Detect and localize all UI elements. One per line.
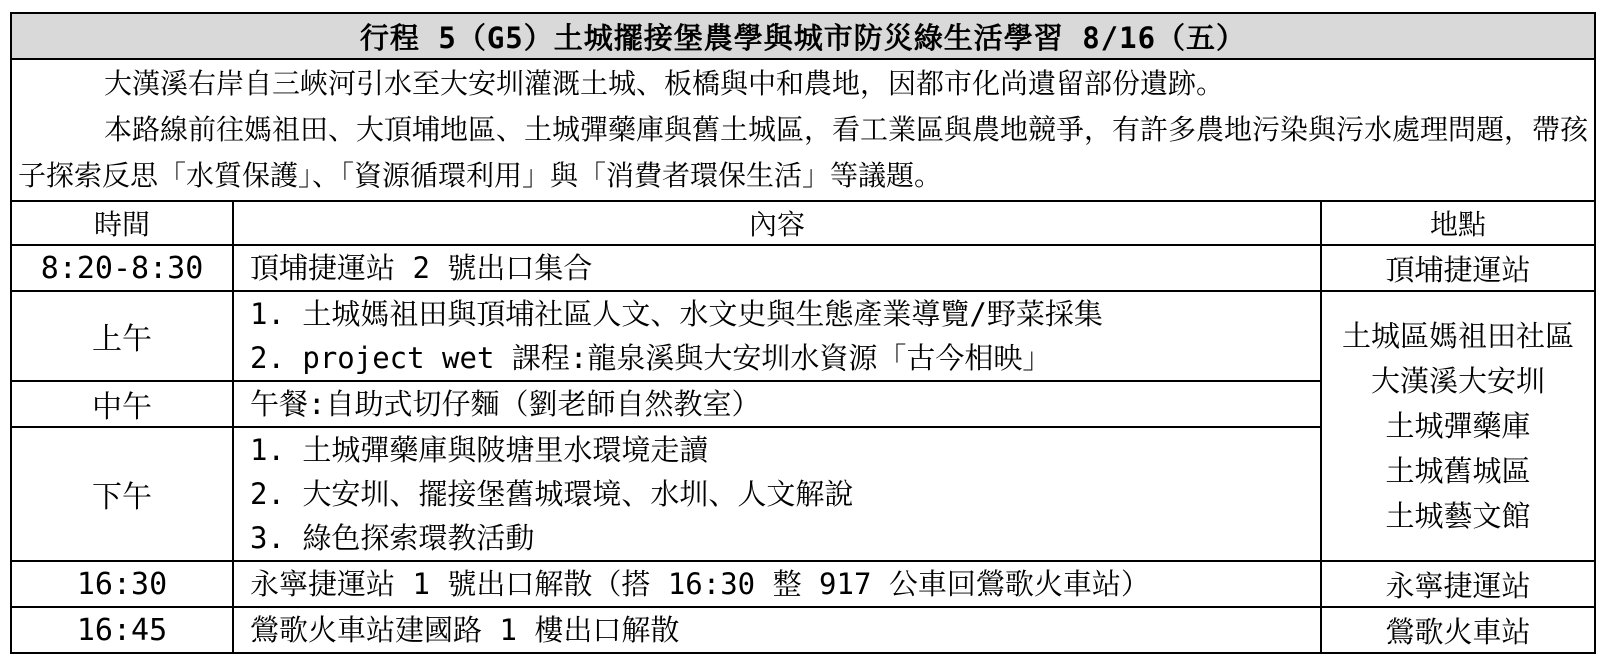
content-line: 2. 大安圳、擺接堡舊城環境、水圳、人文解說 — [250, 477, 854, 511]
row-time: 16:45 — [11, 607, 233, 653]
schedule-row — [11, 607, 1595, 653]
row-content — [233, 561, 1321, 607]
row-content — [233, 291, 1321, 381]
schedule-row — [11, 561, 1595, 607]
content-line: 頂埔捷運站 2 號出口集合 — [250, 251, 593, 285]
content-line: 鶯歌火車站建國路 1 樓出口解散 — [250, 613, 680, 647]
merged-place-list — [1321, 291, 1595, 561]
content-line: 永寧捷運站 1 號出口解散（搭 16:30 整 917 公車回鶯歌火車站） — [250, 567, 1150, 601]
row-content — [233, 607, 1321, 653]
row-content — [233, 245, 1321, 291]
content-line: 午餐:自助式切仔麵（劉老師自然教室） — [250, 387, 761, 421]
itinerary-table — [10, 12, 1596, 654]
header-time: 時間 — [11, 201, 233, 245]
intro-line-1: 大漢溪右岸自三峽河引水至大安圳灌溉土城、板橋與中和農地，因都市化尚遺留部份遺跡。 — [104, 67, 1225, 100]
place-item: 土城區媽祖田社區 — [1341, 318, 1574, 353]
row-time: 中午 — [11, 381, 233, 427]
schedule-row — [11, 291, 1595, 381]
content-line: 3. 綠色探索環教活動 — [250, 521, 535, 555]
schedule-row — [11, 245, 1595, 291]
row-place: 頂埔捷運站 — [1321, 245, 1595, 291]
content-line: 1. 土城彈藥庫與陂塘里水環境走讀 — [250, 433, 709, 467]
place-item: 大漢溪大安圳 — [1370, 363, 1545, 398]
row-place: 永寧捷運站 — [1321, 561, 1595, 607]
row-time: 16:30 — [11, 561, 233, 607]
row-time: 8:20-8:30 — [11, 245, 233, 291]
content-line: 2. project wet 課程:龍泉溪與大安圳水資源「古今相映」 — [250, 341, 1052, 375]
intro-line-2: 本路線前往媽祖田、大頂埔地區、土城彈藥庫與舊土城區，看工業區與農地競爭，有許多農地污染與污水處理問題，帶孩子探索反思「水質保護」、「資源循環利用」與「消費者環保生活」等議題。 — [18, 113, 1589, 192]
place-item: 土城藝文館 — [1385, 498, 1531, 533]
header-place: 地點 — [1321, 201, 1595, 245]
place-item: 土城舊城區 — [1385, 453, 1531, 488]
row-time: 下午 — [11, 427, 233, 561]
header-content: 內容 — [233, 201, 1321, 245]
row-place: 鶯歌火車站 — [1321, 607, 1595, 653]
itinerary-title: 行程 5（G5）土城擺接堡農學與城市防災綠生活學習 8/16（五） — [11, 13, 1595, 59]
content-line: 1. 土城媽祖田與頂埔社區人文、水文史與生態產業導覽/野菜採集 — [250, 297, 1103, 331]
row-time: 上午 — [11, 291, 233, 381]
intro-description — [11, 59, 1595, 201]
row-content — [233, 427, 1321, 561]
place-item: 土城彈藥庫 — [1385, 408, 1531, 443]
row-content — [233, 381, 1321, 427]
